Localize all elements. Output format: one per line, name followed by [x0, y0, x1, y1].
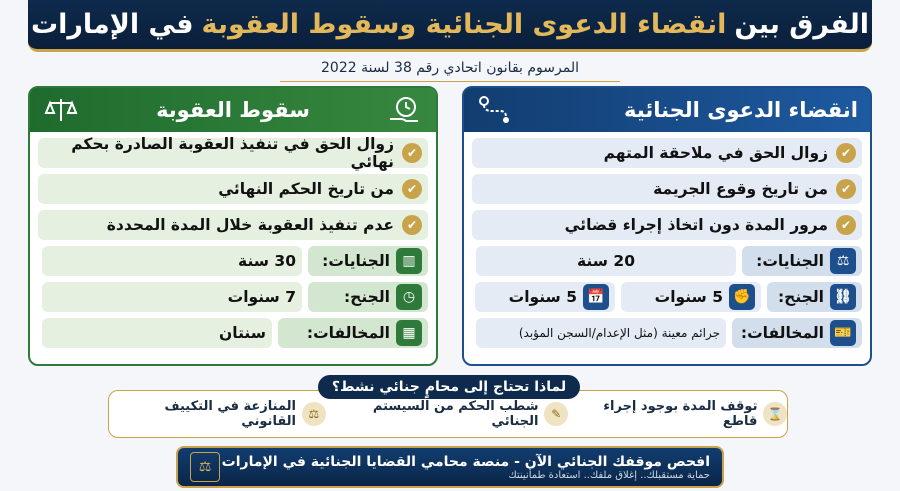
misdemeanors-value: 7 سنوات [227, 288, 296, 306]
gavel-icon: ⚖ [302, 402, 326, 426]
row-text: من تاريخ وقوع الجريمة [653, 180, 828, 198]
row-text: زوال الحق في تنفيذ العقوبة الصادرة بحكم نهائي [71, 135, 394, 171]
jail-icon: ▥ [396, 248, 422, 274]
felonies-label-cell [308, 246, 428, 276]
violations-row [38, 318, 428, 348]
misdemeanors-label: الجنح: [777, 288, 824, 306]
why-item-text: شطب الحكم من السيستم الجنائي [372, 399, 539, 429]
hourglass-icon: ⌛ [763, 402, 787, 426]
list-item [38, 135, 428, 171]
brand-logo-icon: ⚖ [190, 452, 220, 482]
route-icon [476, 93, 514, 127]
footer-main-text: افحص موقفك الجنائي الآن - منصة محامي القضايا الجنائية في الإمارات [221, 453, 710, 470]
misdemeanors-value-2: 5 سنوات [508, 288, 577, 306]
clock-icon: ◷ [396, 284, 422, 310]
fist-icon: ✊ [729, 284, 755, 310]
footer-sub-text: حماية مستقبلك.. إغلاق ملفك.. استعادة طمأنينتك [508, 469, 710, 481]
why-item [326, 399, 568, 429]
page-title [28, 0, 872, 52]
check-icon: ✔ [836, 179, 856, 199]
row-text: عدم تنفيذ العقوبة خلال المدة المحددة [106, 216, 394, 234]
misdemeanors-value-cell-2 [475, 282, 615, 312]
handcuffs-icon: ⛓ [830, 284, 856, 310]
check-icon: ✔ [402, 143, 422, 163]
list-item [472, 138, 862, 168]
panel-heading-right [464, 88, 870, 132]
row-text: مرور المدة دون اتخاذ إجراء قضائي [564, 216, 828, 234]
felonies-value: 20 سنة [577, 252, 635, 270]
violations-label-cell [732, 318, 862, 348]
felonies-label-cell [742, 246, 862, 276]
felonies-row [472, 246, 862, 276]
felonies-label: الجنايات: [322, 252, 390, 270]
check-icon: ✔ [836, 215, 856, 235]
check-icon: ✔ [402, 215, 422, 235]
misdemeanors-row [472, 282, 862, 312]
list-item [472, 210, 862, 240]
panel-heading-left [30, 88, 436, 132]
misdemeanors-value-cell-1 [621, 282, 761, 312]
misdemeanors-value-1: 5 سنوات [654, 288, 723, 306]
subtitle: المرسوم بقانون اتحادي رقم 38 لسنة 2022 [280, 56, 620, 82]
why-item [109, 399, 326, 429]
why-lawyer-tag: لماذا تحتاج إلى محامٍ جنائي نشط؟ [318, 375, 580, 399]
list-item [38, 210, 428, 240]
felonies-value-cell [42, 246, 302, 276]
list-item [38, 174, 428, 204]
time-hand-icon [386, 93, 424, 127]
panel-heading-text: سقوط العقوبة [156, 98, 310, 122]
violations-label: المخالفات: [740, 324, 824, 342]
misdemeanors-row [38, 282, 428, 312]
violations-value: جرائم معينة (مثل الإعدام/السجن المؤبد) [518, 326, 720, 340]
footer-text [222, 454, 710, 481]
list-item [472, 174, 862, 204]
penalty-expiry-panel [28, 86, 438, 366]
why-item-text: توقف المدة بوجود إجراء قاطع [603, 399, 758, 429]
felonies-label: الجنايات: [756, 252, 824, 270]
check-icon: ✔ [402, 179, 422, 199]
row-text: زوال الحق في ملاحقة المتهم [603, 144, 828, 162]
title-highlight: انقضاء الدعوى الجنائية وسقوط العقوبة [201, 9, 727, 40]
violations-value-cell [42, 318, 272, 348]
title-part1: الفرق بين [734, 9, 870, 40]
criminal-case-expiry-panel [462, 86, 872, 366]
violations-row [472, 318, 862, 348]
row-text: من تاريخ الحكم النهائي [218, 180, 394, 198]
why-item [568, 399, 787, 429]
document-icon: ✎ [544, 402, 568, 426]
title-part2: في الإمارات [30, 9, 194, 40]
ticket-icon: 🎫 [830, 320, 856, 346]
felonies-row [38, 246, 428, 276]
why-item-text: المنازعة في التكييف القانوني [164, 399, 297, 429]
felonies-value-cell [476, 246, 736, 276]
gavel-icon: ⚖ [830, 248, 856, 274]
scales-icon [42, 93, 80, 127]
cta-footer[interactable] [176, 446, 724, 488]
violations-value-cell [476, 318, 726, 348]
calendar-icon: 📅 [583, 284, 609, 310]
check-icon: ✔ [836, 143, 856, 163]
violations-value: سنتان [219, 324, 266, 342]
calendar-icon: ▦ [396, 320, 422, 346]
misdemeanors-label: الجنح: [343, 288, 390, 306]
panel-heading-text: انقضاء الدعوى الجنائية [624, 98, 858, 122]
felonies-value: 30 سنة [238, 252, 296, 270]
misdemeanors-label-cell [308, 282, 428, 312]
misdemeanors-label-cell [767, 282, 862, 312]
violations-label: المخالفات: [306, 324, 390, 342]
violations-label-cell [278, 318, 428, 348]
misdemeanors-value-cell [42, 282, 302, 312]
